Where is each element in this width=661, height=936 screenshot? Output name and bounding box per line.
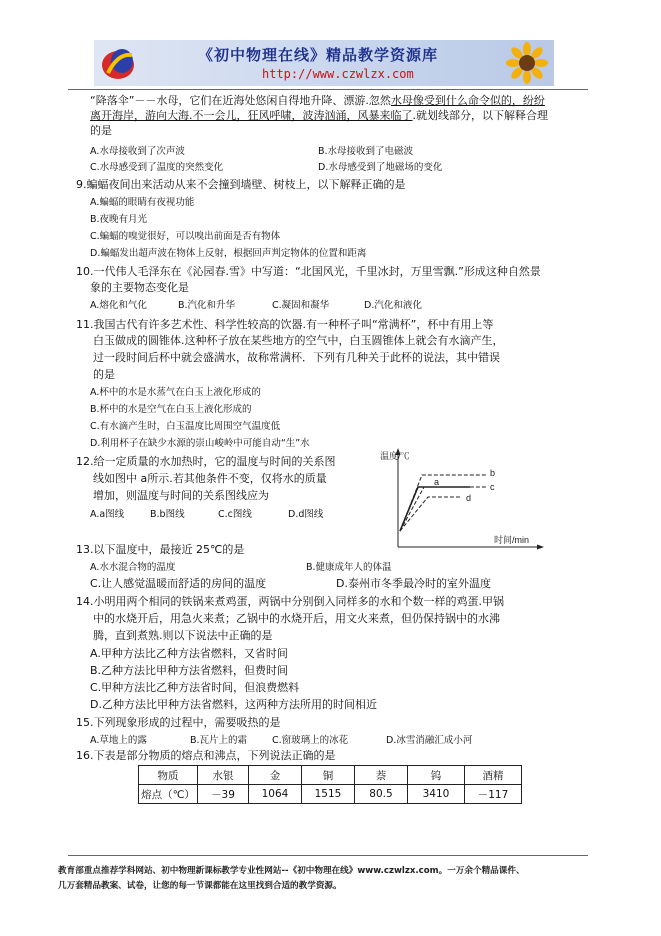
q14-line-1: 14.小明用两个相同的铁锅来煮鸡蛋，两锅中分别倒入同样多的水和个数一样的鸡蛋.甲锅	[76, 595, 504, 608]
table-header-cell: 物质	[139, 766, 198, 785]
q13-option-d: D.泰州市冬季最冷时的室外温度	[336, 577, 491, 590]
q9-option-c: C.蝙蝠的嗅觉很好，可以嗅出前面是否有物体	[90, 231, 281, 242]
q12-line-2: 线如图中 a所示.若其他条件不变，仅将水的质量	[93, 472, 327, 485]
q13-option-c: C.让人感觉温暖而舒适的房间的温度	[90, 577, 267, 590]
table-row	[139, 785, 522, 804]
header-divider	[68, 89, 588, 90]
q14-line-3: 腾，直到煮熟.则以下说法中正确的是	[93, 629, 273, 642]
graph-line-b	[400, 475, 486, 531]
temperature-time-graph	[378, 445, 548, 555]
q11-option-a: A.杯中的水是水蒸气在白玉上液化形成的	[90, 387, 261, 398]
q14-option-a: A.甲种方法比乙种方法省燃料，又省时间	[90, 647, 288, 660]
q8-text-2b: .就划线部分，以下解释合理	[412, 109, 548, 122]
graph-xlabel: 时间/min	[494, 535, 530, 545]
q9-stem: 9.蝙蝠夜间出来活动从来不会撞到墙壁、树枝上，以下解释正确的是	[76, 178, 406, 191]
banner-url[interactable]: http://www.czwlzx.com	[262, 67, 414, 81]
q11-line-4: 的是	[93, 368, 115, 381]
q14-option-d: D.乙种方法比甲种方法省燃料，这两种方法所用的时间相近	[90, 698, 377, 711]
table-header-cell: 铜	[302, 766, 355, 785]
site-logo-icon	[98, 43, 138, 83]
q8-option-d: D.水母感受到了地磁场的变化	[318, 162, 443, 173]
table-cell: －117	[465, 785, 522, 804]
graph-label-a: a	[434, 477, 440, 487]
q10-option-d: D.汽化和液化	[364, 300, 422, 311]
q8-line-3: 的是	[90, 124, 112, 137]
sunflower-icon	[506, 42, 548, 84]
q11-line-1: 11.我国古代有许多艺术性、科学性较高的饮器.有一种杯子叫“常满杯”，杯中有用上等	[76, 318, 494, 331]
q8-text-1a: “降落伞”－－水母，它们在近海处悠闲自得地升降、漂游.忽然	[90, 94, 391, 107]
q8-option-c: C.水母感受到了温度的突然变化	[90, 162, 224, 173]
q10-option-a: A.熔化和气化	[90, 300, 147, 311]
table-header-cell: 萘	[355, 766, 408, 785]
table-cell: 1064	[249, 785, 302, 804]
q8-underlined-1: 水母像受到什么命令似的，纷纷	[390, 94, 545, 107]
q15-option-b: B.瓦片上的霜	[190, 735, 248, 746]
q14-option-b: B.乙种方法比甲种方法省燃料，但费时间	[90, 664, 289, 677]
q9-option-d: D.蝙蝠发出超声波在物体上反射，根据回声判定物体的位置和距离	[90, 248, 367, 259]
table-cell: 1515	[302, 785, 355, 804]
q12-option-b: B.b图线	[150, 509, 185, 520]
q11-line-2: 白玉做成的圆锥体.这种杯子放在某些地方的空气中，白玉圆锥体上就会有水滴产生，	[93, 334, 504, 347]
q8-option-a: A.水母接收到了次声波	[90, 146, 185, 157]
table-header-cell: 水银	[198, 766, 249, 785]
q8-line-1	[90, 94, 545, 108]
footer-line-2: 几万套精品教案、试卷，让您的每一节课都能在这里找到合适的教学资源。	[58, 881, 342, 891]
q10-line-2: 象的主要物态变化是	[90, 281, 189, 294]
header-banner	[94, 40, 554, 86]
q8-option-b: B.水母接收到了电磁波	[318, 146, 414, 157]
q12-line-3: 增加，则温度与时间的关系图线应为	[93, 489, 269, 502]
graph-label-c: c	[490, 482, 495, 492]
q13-stem: 13.以下温度中，最接近 25℃的是	[76, 543, 245, 556]
q11-option-d: D.利用杯子在缺少水源的崇山峻岭中可能自动“生”水	[90, 438, 310, 449]
q10-option-c: C.凝固和凝华	[272, 300, 330, 311]
q12-option-d: D.d图线	[288, 509, 324, 520]
q11-line-3: 过一段时间后杯中就会盛满水，故称常满杯．下列有几种关于此杯的说法，其中错误	[93, 351, 500, 364]
melting-point-table	[138, 765, 522, 804]
q8-underlined-2: 离开海岸，游向大海.不一会儿，狂风呼啸，波涛汹涌，风暴来临了	[90, 109, 413, 122]
q12-line-1: 12.给一定质量的水加热时，它的温度与时间的关系图	[76, 455, 336, 468]
graph-ylabel: 温度/℃	[380, 451, 410, 461]
banner-title: 《初中物理在线》精品教学资源库	[198, 46, 439, 64]
q14-line-2: 中的水烧开后，用急火来煮；乙锅中的水烧开后，用文火来煮，但仍保持锅中的水沸	[93, 612, 500, 625]
q10-line-1: 10.一代伟人毛泽东在《沁园春.雪》中写道：“北国风光，千里冰封，万里雪飘.”形成这种自然景	[76, 265, 541, 278]
table-cell: 80.5	[355, 785, 408, 804]
graph-x-arrow-icon	[537, 545, 544, 550]
q11-option-b: B.杯中的水是空气在白玉上液化形成的	[90, 404, 252, 415]
table-header-cell: 金	[249, 766, 302, 785]
footer-line-1: 教育部重点推荐学科网站、初中物理新课标教学专业性网站--《初中物理在线》www.czwlzx.com。一万余个精品课件、	[58, 866, 525, 876]
q15-option-d: D.冰雪消融汇成小河	[386, 735, 473, 746]
graph-line-a	[400, 487, 470, 531]
q10-option-b: B.汽化和升华	[178, 300, 236, 311]
q9-option-a: A.蝙蝠的眼睛有夜视功能	[90, 197, 195, 208]
q13-option-a: A.水水混合物的温度	[90, 562, 176, 573]
table-cell: －39	[198, 785, 249, 804]
q12-option-a: A.a图线	[90, 509, 125, 520]
q8-line-2	[90, 109, 548, 123]
q15-option-c: C.窗玻璃上的冰花	[272, 735, 349, 746]
q16-stem: 16.下表是部分物质的熔点和沸点，下列说法正确的是	[76, 749, 336, 762]
graph-label-b: b	[490, 468, 496, 478]
q11-option-c: C.有水滴产生时，白玉温度比周围空气温度低	[90, 421, 281, 432]
q13-option-b: B.健康成年人的体温	[306, 562, 392, 573]
table-cell: 熔点（℃）	[139, 785, 198, 804]
q15-option-a: A.草地上的露	[90, 735, 147, 746]
graph-label-d: d	[466, 493, 472, 503]
table-header-row	[139, 766, 522, 785]
q14-option-c: C.甲种方法比乙种方法省时间，但浪费燃料	[90, 681, 300, 694]
footer-divider	[68, 855, 588, 856]
q9-option-b: B.夜晚有月光	[90, 214, 148, 225]
table-header-cell: 酒精	[465, 766, 522, 785]
q12-option-c: C.c图线	[218, 509, 252, 520]
table-cell: 3410	[408, 785, 465, 804]
table-header-cell: 钨	[408, 766, 465, 785]
graph-line-c	[400, 487, 486, 531]
q15-stem: 15.下列现象形成的过程中，需要吸热的是	[76, 716, 281, 729]
